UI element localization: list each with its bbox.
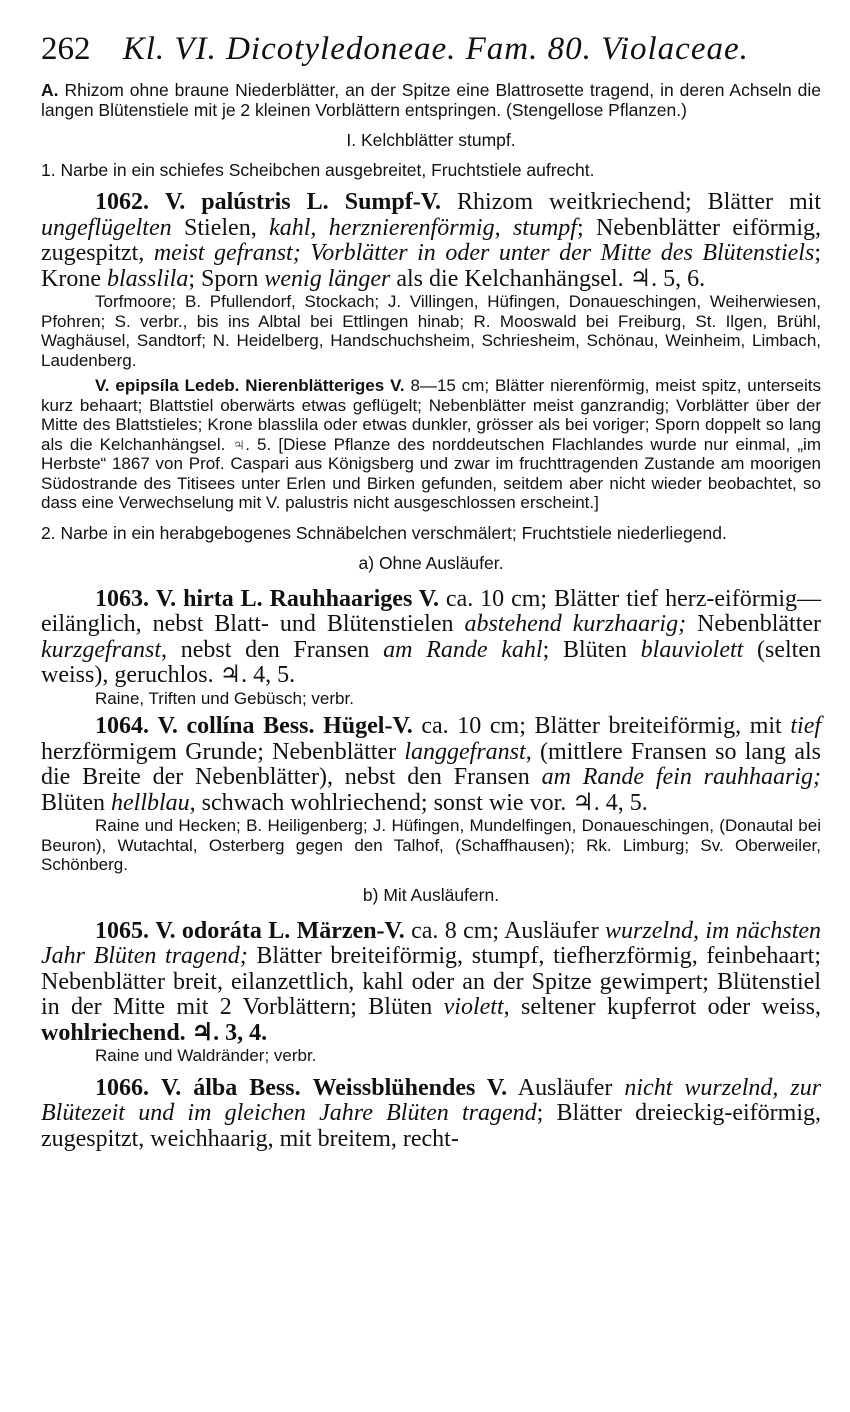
italic-text: meist gefranst; Vorblätter in oder unter der Mitte des Blütenstiels [153,240,815,266]
species-number: 1063. [95,585,149,612]
text: , seltener kupferrot oder weiss, [503,994,821,1020]
localities-1062: Torfmoore; B. Pfullendorf, Stockach; J. Villingen, Hüfingen, Donaueschingen, Weiherwiesen, Pfohren; S. verbr., bis ins Albtal bei Ettlingen hinab; R. Mooswald bei Freiburg, St. Ilgen, Brühl, Waghäusel, Sandtorf; N. Heidelberg, Handschuchsheim, Schriesheim, Schönau, Weinheim, Limbach, Laudenberg. [41,292,821,370]
key-a-text: Rhizom ohne braune Niederblätter, an der Spitze eine Blattrosette tragend, in deren Achseln die langen Blütenstiele mit je 2 kleinen Vorblättern entspringen. (Stengellose Pflanzen.) [41,80,821,120]
key-a-label: A. [41,80,59,100]
italic-text: wenig länger [264,265,391,292]
species-common-name: Weissblühendes V. [312,1074,508,1101]
italic-text: abstehend kurzhaarig; [464,611,687,637]
text: Nebenblätter [686,611,822,637]
italic-text: tief [790,713,822,739]
text: ; Sporn [188,265,265,292]
page-number: 262 [41,31,91,67]
species-1062 [41,190,821,292]
species-1064 [41,714,821,816]
key-a-sub: a) Ohne Ausläufer. [358,552,504,573]
key-b-sub: b) Mit Ausläufern. [362,884,500,905]
species-number: 1062. [95,189,149,215]
key-2: 2. Narbe in ein herabgebogenes Schnäbelchen verschmälert; Fruchtstiele niederliegend. [41,522,727,543]
italic-text: kahl, herznierenförmig, stumpf [269,214,577,241]
text: herzförmigem Grunde; Nebenblätter [41,738,405,765]
italic-text: blasslila [106,265,189,292]
species-1066 [41,1076,821,1153]
species-common-name: Hügel-V. [323,713,413,739]
key-a [41,80,821,120]
localities-1064: Raine und Hecken; B. Heiligenberg; J. Hüfingen, Mundelfingen, Donaueschingen, (Donautal bei Beuron), Wutachtal, Osterberg gegen den Talhof, (Schaffhausen); Rk. Limburg; Sv. Oberweiler, Schönberg. [41,816,821,874]
species-number: 1064. [95,713,149,739]
text: , schwach wohlriechend; sonst wie vor. ♃. 4, 5. [189,789,648,816]
variety-epipsila [41,376,821,513]
text: Rhizom weitkriechend; Blätter mit [440,189,821,215]
variety-text: 8—15 cm; Blätter nierenförmig, meist spitz, unterseits kurz behaart; Blattstiel oberwärts etwas geflügelt; Nebenblätter meist ganzrandig; Vorblätter über der Mitte des Blattstieles; Krone blasslila oder etwas dunkler, grösser als bei voriger; Sporn doppelt so lang als die Kelchanhängsel. ♃. 5. [Diese Pflanze des norddeutschen Flachlandes wurde nur einmal, „im Herbste“ 1867 von Prof. Caspari aus Königsberg und zwar im fruchttragenden Zustande am moorigen Südostrande des Titisees unter Erlen und Birken gefunden, seitdem aber nicht wieder beobachtet, so dass eine Verwechselung mit V. palustris nicht ausgeschlossen erscheint.] [41,376,821,512]
species-number: 1066. [95,1074,149,1101]
species-name: V. palústris L. [165,189,329,215]
text: Blüten [41,789,111,816]
text: Ausläufer [507,1074,625,1101]
species-1065 [41,919,821,1047]
species-1063 [41,587,821,689]
text: als die Kelchanhängsel. ♃. 5, 6. [390,265,706,292]
italic-text: am Rande fein rauhhaarig; [541,764,821,790]
running-header [41,26,821,72]
text: Stielen, [171,214,270,241]
localities-1063: Raine, Triften und Gebüsch; verbr. [95,688,354,708]
species-number: 1065. [95,917,149,944]
species-name: V. álba Bess. [161,1074,301,1101]
variety-name: V. epipsíla Ledeb. Nierenblätteriges V. [95,376,405,395]
bold-text: wohlriechend. ♃. 3, 4. [41,1019,268,1046]
text: ca. 8 cm; Ausläufer [404,917,606,944]
species-name: V. collína Bess. [157,713,315,739]
text: ca. 10 cm; Blätter tief herz-eiförmig—eilänglich, nebst Blatt- und Blütenstielen [41,585,822,637]
italic-text: wurzelnd, im nächsten Jahr Blüten tragend; [41,917,822,969]
italic-text: violett [443,994,504,1020]
italic-text: kurzgefranst [41,636,161,663]
text: ; Blätter dreieckig-eiförmig, zugespitzt, weichhaarig, mit breitem, recht- [41,1100,821,1152]
italic-text: am Rande kahl [383,636,543,663]
species-common-name: Sumpf-V. [344,189,441,215]
text: (selten weiss), geruchlos. ♃. 4, 5. [41,636,821,688]
key-1: 1. Narbe in ein schiefes Scheibchen ausgebreitet, Fruchtstiele aufrecht. [41,160,595,180]
italic-text: ungeflügelten [41,214,172,241]
species-name: V. odoráta L. [155,917,291,944]
italic-text: langgefranst [404,738,526,765]
text: ca. 10 cm; Blätter breiteiförmig, mit [412,713,791,739]
text: , nebst den Fransen [161,636,384,663]
species-common-name: Märzen-V. [296,917,405,944]
key-I: I. Kelchblätter stumpf. [346,130,516,150]
text: , (mittlere Fransen so lang als die Breite der Nebenblätter), nebst den Fransen [41,738,821,790]
localities-1065: Raine und Waldränder; verbr. [95,1046,317,1065]
italic-text: nicht wurzelnd, zur Blütezeit und im gleichen Jahre Blüten tragend [41,1074,822,1126]
italic-text: hellblau [111,789,190,816]
text: ; Blüten [542,636,641,663]
page [41,26,821,1152]
italic-text: blauviolett [640,636,744,663]
running-title: Kl. VI. Dicotyledoneae. Fam. 80. Violaceae. [122,31,749,67]
text: ; Nebenblätter eiförmig, zugespitzt, [41,214,822,266]
text: ; Krone [41,240,821,292]
species-name: V. hirta L. [155,585,263,612]
species-common-name: Rauhhaariges V. [269,585,440,612]
text: Blätter breiteiförmig, stumpf, tiefherzförmig, feinbehaart; Nebenblätter breit, eilanzettlich, kahl oder an der Spitze gewimpert; Blütenstiel in der Mitte mit 2 Vorblättern; Blüten [41,943,822,1020]
